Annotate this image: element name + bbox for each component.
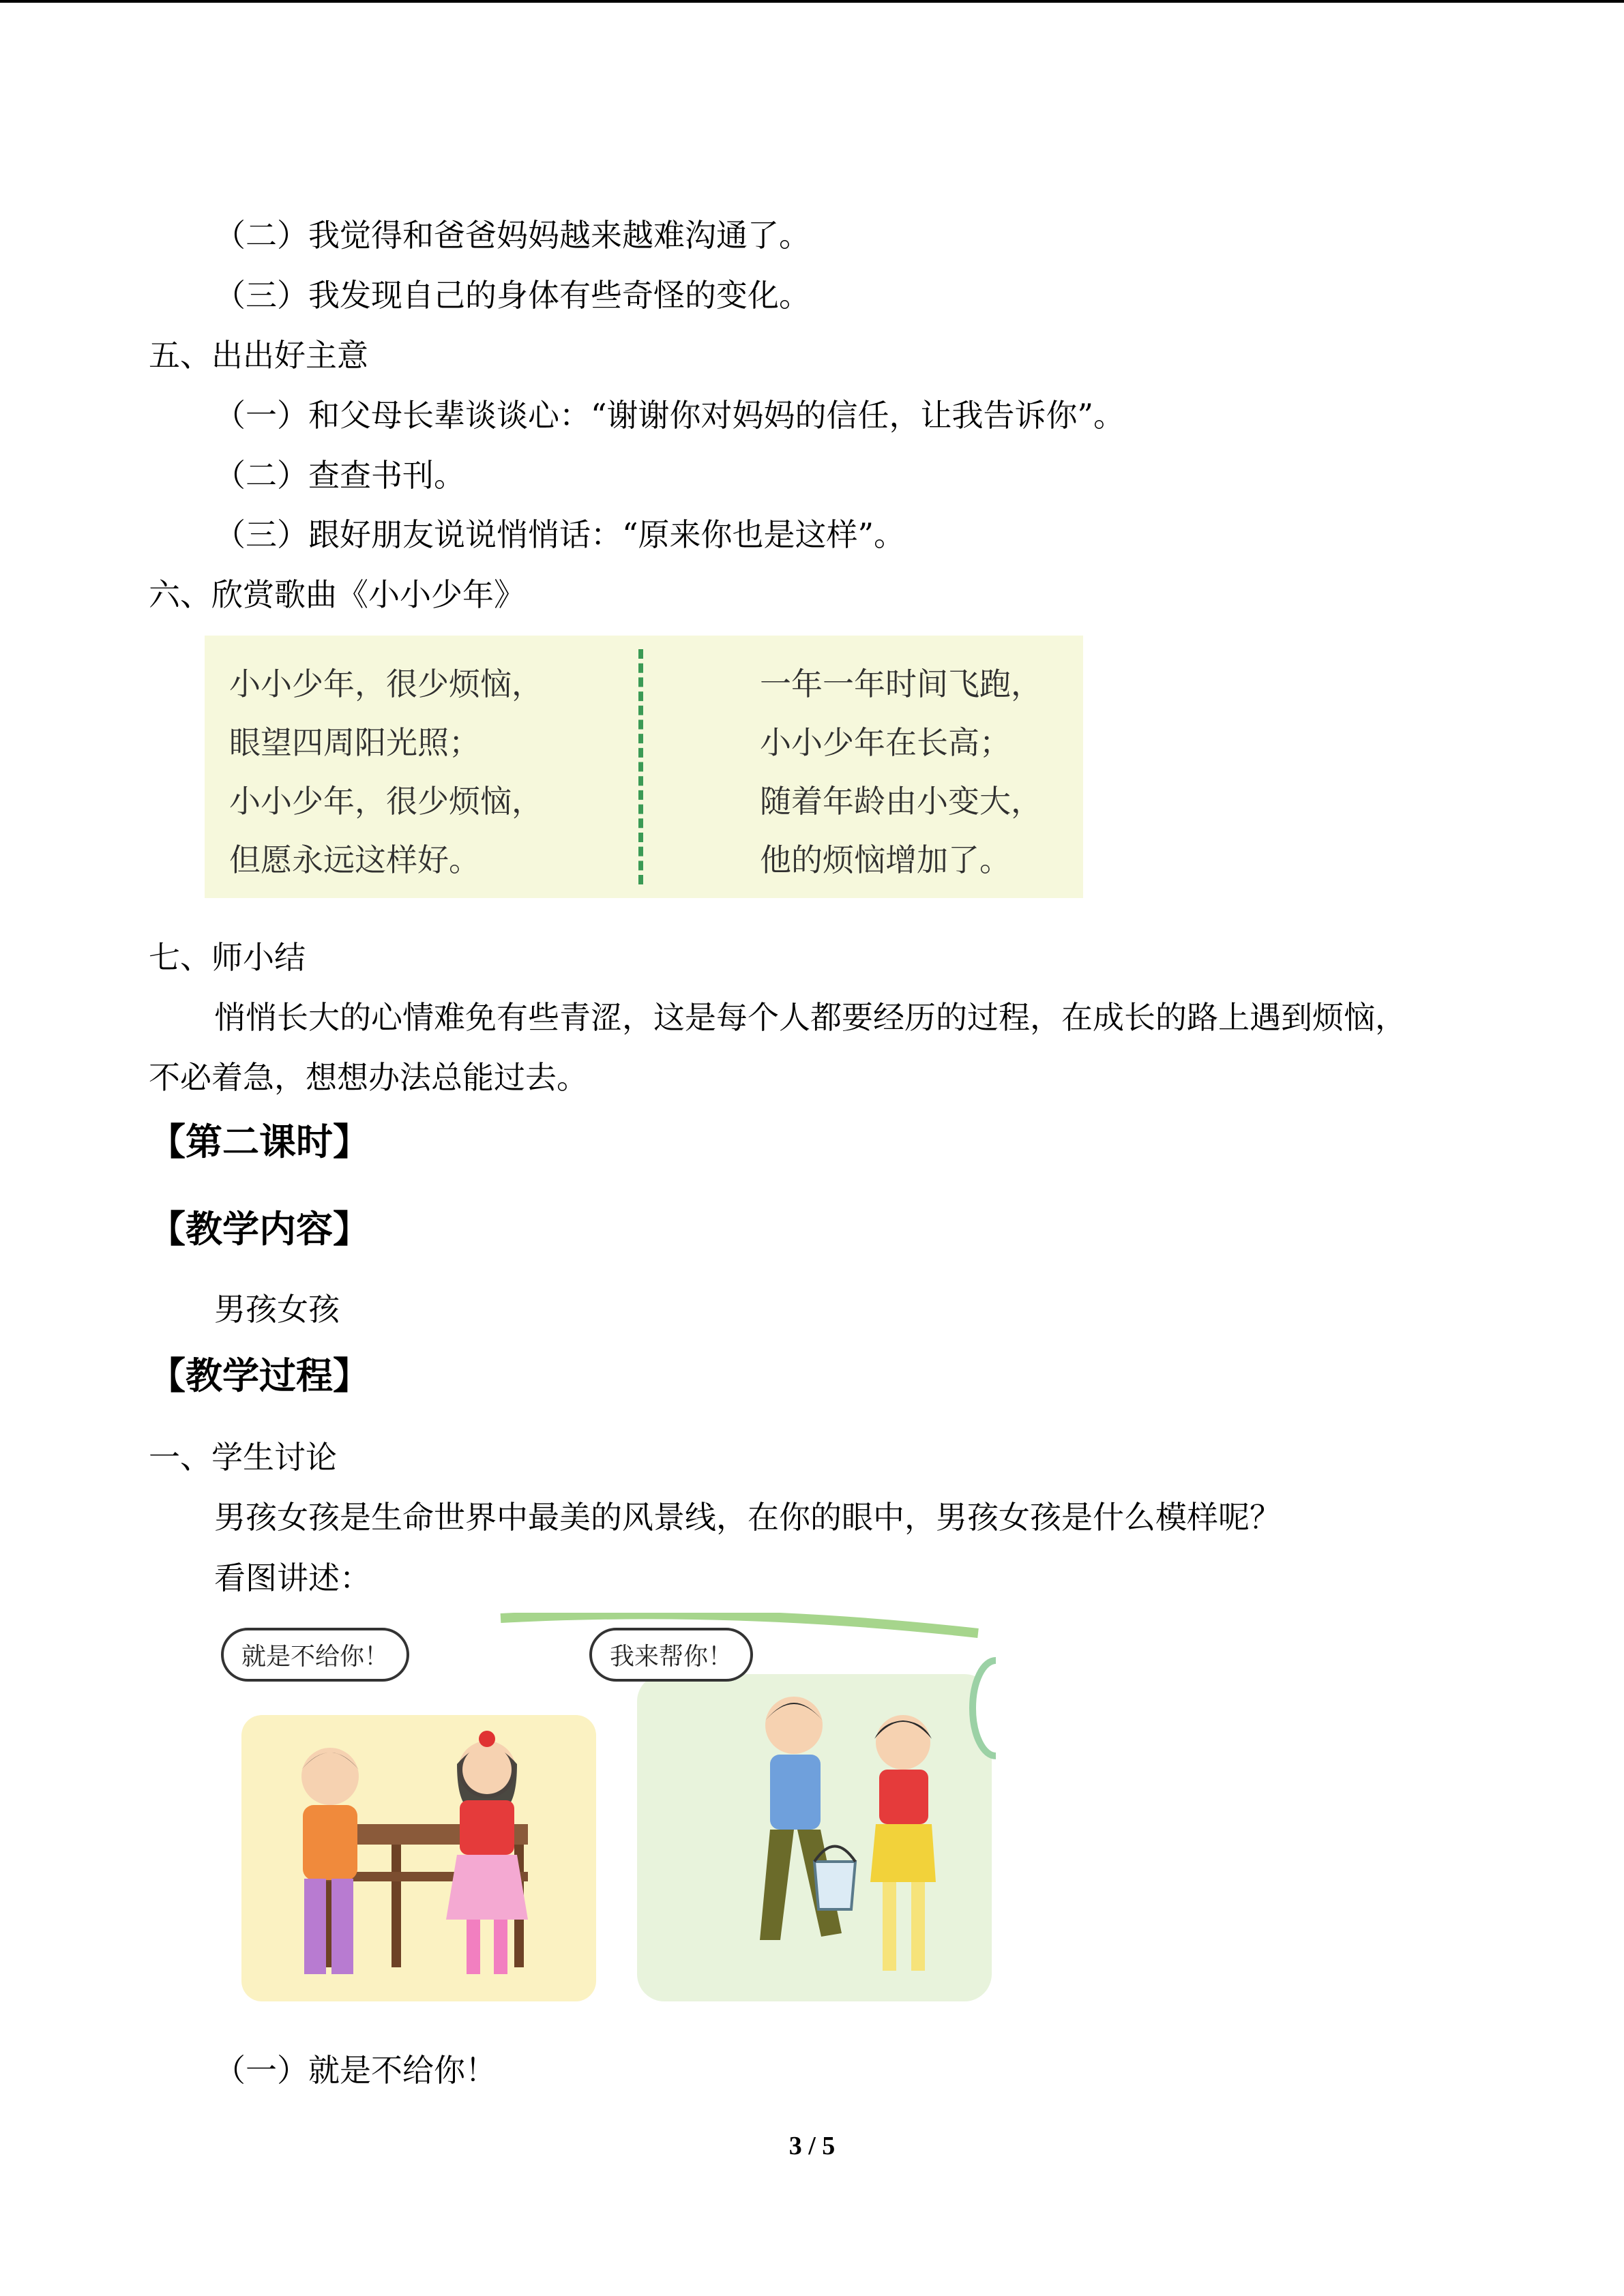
lyrics-left-column [229,655,543,889]
body-line: （三）我发现自己的身体有些奇怪的变化。 [214,277,810,314]
lyric-line: 但愿永远这样好。 [229,841,480,878]
section-heading: 五、出出好主意 [149,337,368,374]
lesson-heading: 【教学过程】 [149,1354,370,1397]
section-heading: 六、欣赏歌曲《小小少年》 [149,576,525,613]
body-line: （二）查查书刊。 [214,457,465,494]
list-item: （一）就是不给你！ [214,2052,497,2089]
speech-bubble-left: 就是不给你！ [221,1628,409,1682]
page-number: 3 / 5 [788,2132,836,2160]
lyric-line: 小小少年在长高； [760,724,1011,761]
speech-bubble-right: 我来帮你！ [589,1628,753,1682]
page-top-border [0,0,1624,3]
section-heading: 七、师小结 [149,939,306,976]
paragraph-line: 看图讲述： [214,1560,371,1596]
lesson-heading: 【教学内容】 [149,1208,370,1251]
lyric-line: 小小少年，很少烦恼， [229,783,543,820]
paragraph-line: 男孩女孩是生命世界中最美的风景线，在你的眼中，男孩女孩是什么模样呢？ [214,1499,1281,1536]
body-line: （一）和父母长辈谈谈心：“谢谢你对妈妈的信任，让我告诉你”。 [214,397,1125,434]
lyric-line: 随着年龄由小变大， [760,783,1042,820]
paragraph-line: 不必着急，想想办法总能过去。 [149,1059,588,1096]
lyric-line: 一年一年时间飞跑， [760,666,1042,702]
lyric-line: 他的烦恼增加了。 [760,841,1011,878]
song-lyrics-panel [205,636,1083,898]
lyric-line: 眼望四周阳光照； [229,724,480,761]
paragraph-line: 悄悄长大的心情难免有些青涩，这是每个人都要经历的过程，在成长的路上遇到烦恼， [214,999,1406,1036]
section-heading: 一、学生讨论 [149,1439,337,1476]
content-text: 男孩女孩 [214,1291,340,1328]
lyric-line: 小小少年，很少烦恼， [229,666,543,702]
lyrics-right-column [760,655,1042,889]
dashed-divider [638,649,643,884]
boys-girls-illustration [214,1613,996,2010]
body-line: （二）我觉得和爸爸妈妈越来越难沟通了。 [214,217,810,254]
lesson-heading: 【第二课时】 [149,1120,370,1163]
body-line: （三）跟好朋友说说悄悄话：“原来你也是这样”。 [214,516,906,553]
